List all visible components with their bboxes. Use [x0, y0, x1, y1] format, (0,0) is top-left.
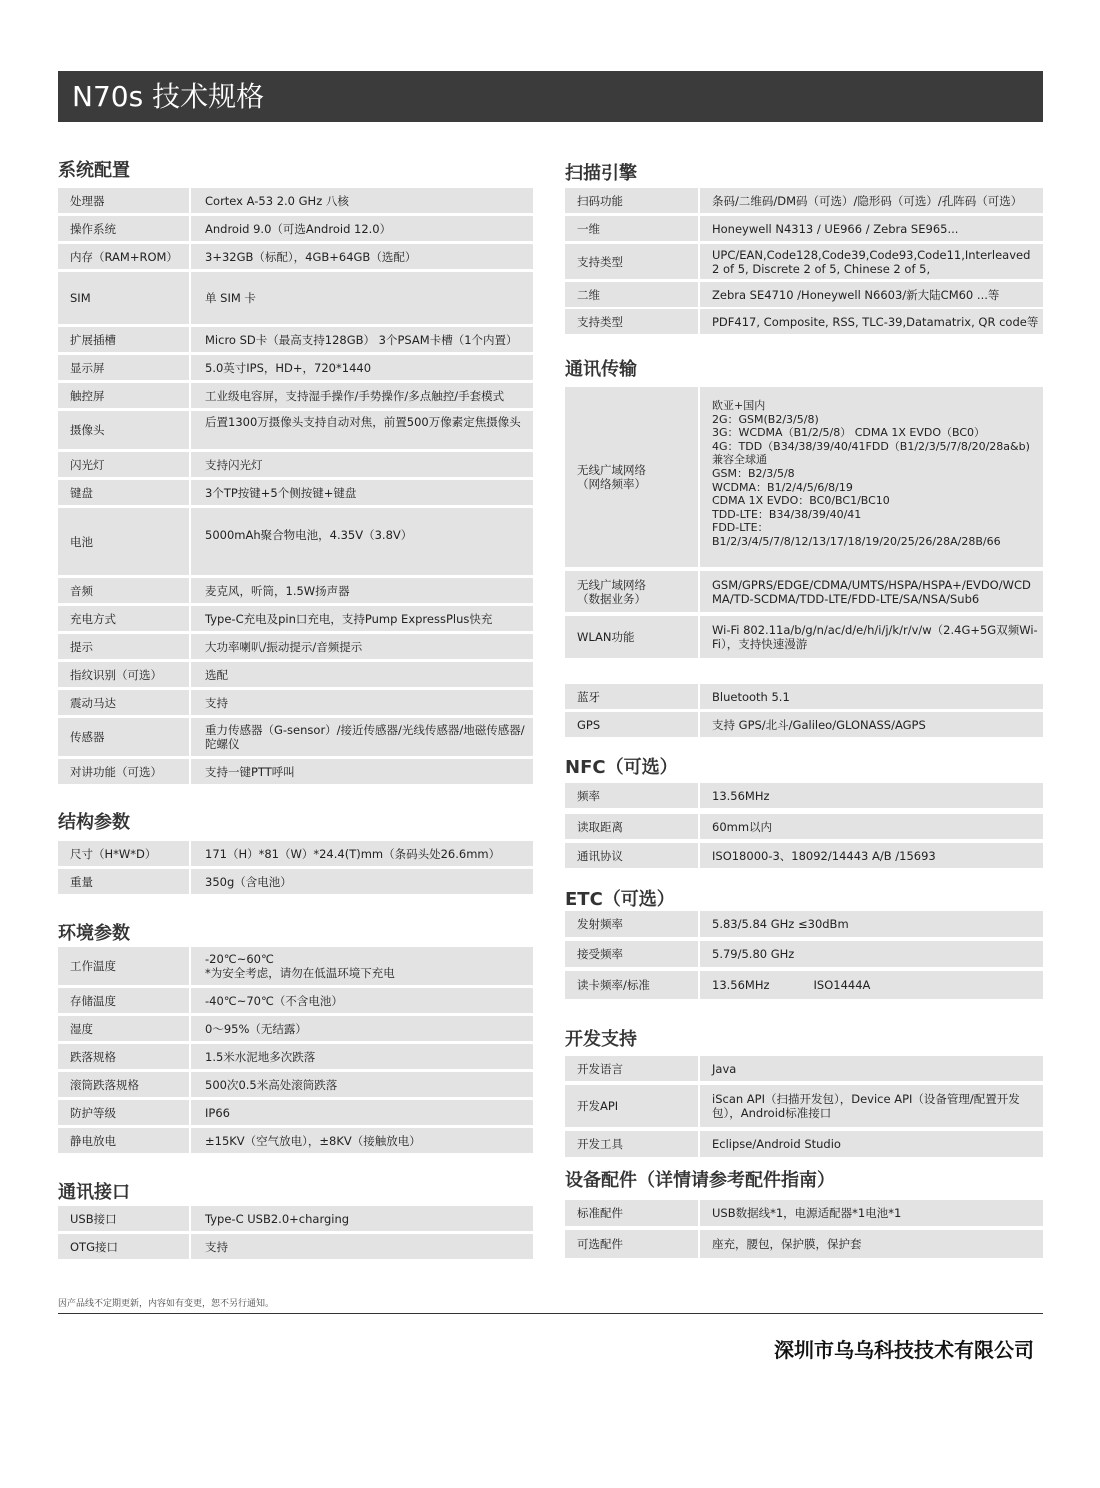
spec-value: 0～95%（无结露） [191, 1016, 533, 1041]
spec-label: 滚筒跌落规格 [58, 1072, 189, 1097]
spec-label: 一维 [565, 216, 698, 241]
spec-label: GPS [565, 712, 698, 737]
spec-row [565, 1131, 1043, 1157]
spec-label: 标准配件 [565, 1200, 698, 1226]
section-heading-comm: 通讯传输 [565, 359, 637, 380]
spec-row [58, 988, 533, 1013]
spec-row [565, 387, 1043, 567]
spec-value-standard: ISO1444A [813, 978, 871, 992]
spec-row [58, 1100, 533, 1125]
spec-row [58, 690, 533, 715]
spec-row [58, 841, 533, 866]
spec-row [565, 684, 1043, 709]
left-column [58, 0, 533, 1488]
spec-label: 开发工具 [565, 1131, 698, 1157]
section-heading-environment: 环境参数 [58, 923, 130, 944]
spec-value: IP66 [191, 1100, 533, 1125]
spec-row [58, 718, 533, 756]
spec-label: 开发API [565, 1085, 698, 1127]
spec-value: Honeywell N4313 / UE966 / Zebra SE965... [700, 216, 1043, 241]
spec-row [565, 216, 1043, 241]
spec-value: 选配 [191, 662, 533, 687]
section-heading-dev: 开发支持 [565, 1029, 637, 1050]
spec-row [565, 971, 1043, 999]
spec-row [58, 411, 533, 449]
section-heading-system: 系统配置 [58, 160, 130, 181]
spec-label: 震动马达 [58, 690, 189, 715]
spec-value: 5.79/5.80 GHz [700, 941, 1043, 967]
spec-label: OTG接口 [58, 1234, 189, 1259]
spec-label: 摄像头 [58, 411, 189, 449]
spec-label: 频率 [565, 783, 698, 808]
spec-row [58, 634, 533, 659]
spec-row [565, 911, 1043, 937]
spec-row [58, 480, 533, 505]
spec-label: WLAN功能 [565, 616, 698, 658]
spec-row [565, 843, 1043, 868]
spec-row [58, 1016, 533, 1041]
spec-row [565, 1200, 1043, 1226]
spec-label: 操作系统 [58, 216, 189, 241]
spec-row [565, 616, 1043, 658]
spec-value: 500次0.5米高处滚筒跌落 [191, 1072, 533, 1097]
spec-row [565, 814, 1043, 839]
spec-value: -20℃~60℃ *为安全考虑，请勿在低温环境下充电 [191, 947, 533, 985]
spec-value: Android 9.0（可选Android 12.0） [191, 216, 533, 241]
spec-label: 读卡频率/标准 [565, 971, 698, 999]
spec-label: 充电方式 [58, 606, 189, 631]
spec-label: 支持类型 [565, 309, 698, 334]
section-heading-structure: 结构参数 [58, 812, 130, 833]
spec-row [565, 1230, 1043, 1258]
spec-label: 对讲功能（可选） [58, 759, 189, 784]
spec-label: 处理器 [58, 188, 189, 213]
spec-value: 支持 [191, 690, 533, 715]
spec-label: 防护等级 [58, 1100, 189, 1125]
spec-row [58, 216, 533, 241]
spec-label: SIM [58, 272, 189, 324]
spec-row [58, 606, 533, 631]
spec-row [58, 452, 533, 477]
spec-label: 指纹识别（可选） [58, 662, 189, 687]
spec-value: Bluetooth 5.1 [700, 684, 1043, 709]
spec-label: 二维 [565, 282, 698, 307]
spec-value: Zebra SE4710 /Honeywell N6603/新大陆CM60 ...等 [700, 282, 1043, 307]
section-heading-scan: 扫描引擎 [565, 163, 637, 184]
spec-value: UPC/EAN,Code128,Code39,Code93,Code11,Interleaved 2 of 5, Discrete 2 of 5, Chinese 2 of 5, [700, 244, 1043, 279]
spec-value: 1.5米水泥地多次跌落 [191, 1044, 533, 1069]
spec-row [58, 578, 533, 603]
spec-value: 单 SIM 卡 [191, 272, 533, 324]
spec-value: Java [700, 1056, 1043, 1081]
spec-label: 触控屏 [58, 383, 189, 408]
spec-row [58, 383, 533, 408]
section-heading-etc: ETC（可选） [565, 889, 675, 910]
spec-value: GSM/GPRS/EDGE/CDMA/UMTS/HSPA/HSPA+/EVDO/WCDMA/TD-SCDMA/TDD-LTE/FDD-LTE/SA/NSA/Sub6 [700, 571, 1043, 612]
spec-value: ISO18000-3、18092/14443 A/B /15693 [700, 843, 1043, 868]
spec-label: 蓝牙 [565, 684, 698, 709]
spec-value: 条码/二维码/DM码（可选）/隐形码（可选）/孔阵码（可选） [700, 188, 1043, 213]
spec-row [565, 282, 1043, 307]
spec-label: 无线广域网络 （数据业务） [565, 571, 698, 612]
spec-value: 13.56MHz [700, 783, 1043, 808]
spec-label: 静电放电 [58, 1128, 189, 1153]
section-heading-interface: 通讯接口 [58, 1182, 130, 1203]
spec-value: 5000mAh聚合物电池，4.35V（3.8V） [191, 508, 533, 575]
spec-value: 支持 GPS/北斗/Galileo/GLONASS/AGPS [700, 712, 1043, 737]
spec-label: 发射频率 [565, 911, 698, 937]
spec-label: 扩展插槽 [58, 327, 189, 352]
spec-value: 支持一键PTT呼叫 [191, 759, 533, 784]
spec-value [700, 971, 1043, 999]
spec-row [58, 1128, 533, 1153]
spec-label: 工作温度 [58, 947, 189, 985]
spec-value: Type-C充电及pin口充电，支持Pump ExpressPlus快充 [191, 606, 533, 631]
spec-value: 重力传感器（G-sensor）/接近传感器/光线传感器/地磁传感器/陀螺仪 [191, 718, 533, 756]
spec-label: 接受频率 [565, 941, 698, 967]
spec-label: USB接口 [58, 1206, 189, 1231]
spec-value: 支持 [191, 1234, 533, 1259]
spec-row [58, 272, 533, 324]
spec-value: Wi-Fi 802.11a/b/g/n/ac/d/e/h/i/j/k/r/v/w（2.4G+5G双频Wi-Fi），支持快速漫游 [700, 616, 1043, 658]
spec-value: 大功率喇叭/振动提示/音频提示 [191, 634, 533, 659]
section-heading-nfc: NFC（可选） [565, 757, 678, 778]
spec-label: 可选配件 [565, 1230, 698, 1258]
spec-row [58, 869, 533, 894]
spec-row [565, 941, 1043, 967]
spec-value-frequency: 13.56MHz [712, 978, 770, 992]
company-name: 深圳市乌乌科技技术有限公司 [774, 1338, 1034, 1362]
spec-row [565, 783, 1043, 808]
footer-divider [58, 1313, 1043, 1314]
spec-value: 欧亚+国内 2G：GSM(B2/3/5/8) 3G：WCDMA（B1/2/5/8） CDMA 1X EVDO（BC0） 4G：TDD（B34/38/39/40/41FDD（B1/2/3/5/7/8/20/28a&b) 兼容全球通 GSM：B2/3/5/8 WCDMA：B1/2/4/5/6/8/19 CDMA 1X EVDO：BC0/BC1/BC10 TDD-LTE：B34/38/39/40/41 FDD-LTE：B1/2/3/4/5/7/8/12/13/17/18/19/20/25/26/28A/28B/66 [700, 387, 1043, 567]
spec-value: 5.83/5.84 GHz ≤30dBm [700, 911, 1043, 937]
spec-value: 3+32GB（标配），4GB+64GB（选配） [191, 244, 533, 269]
spec-label: 提示 [58, 634, 189, 659]
spec-row [58, 327, 533, 352]
spec-value: 工业级电容屏，支持湿手操作/手势操作/多点触控/手套模式 [191, 383, 533, 408]
spec-value: 麦克风，听筒，1.5W扬声器 [191, 578, 533, 603]
spec-value: Type-C USB2.0+charging [191, 1206, 533, 1231]
spec-row [565, 309, 1043, 334]
spec-row [58, 1072, 533, 1097]
spec-label: 湿度 [58, 1016, 189, 1041]
spec-row [58, 1234, 533, 1259]
right-column [565, 0, 1043, 1488]
spec-label: 通讯协议 [565, 843, 698, 868]
spec-label: 开发语言 [565, 1056, 698, 1081]
spec-value: 350g（含电池） [191, 869, 533, 894]
spec-value: 5.0英寸IPS，HD+，720*1440 [191, 355, 533, 380]
spec-value: ±15KV（空气放电），±8KV（接触放电） [191, 1128, 533, 1153]
spec-label: 传感器 [58, 718, 189, 756]
spec-row [58, 947, 533, 985]
spec-row [58, 662, 533, 687]
spec-label: 闪光灯 [58, 452, 189, 477]
spec-row [565, 1085, 1043, 1127]
spec-label: 读取距离 [565, 814, 698, 839]
spec-label: 支持类型 [565, 244, 698, 279]
spec-value: -40℃~70℃（不含电池） [191, 988, 533, 1013]
spec-label: 音频 [58, 578, 189, 603]
spec-label: 无线广域网络 （网络频率） [565, 387, 698, 567]
section-heading-accessories: 设备配件（详情请参考配件指南） [565, 1170, 835, 1191]
spec-value: 座充，腰包，保护膜，保护套 [700, 1230, 1043, 1258]
spec-row [565, 712, 1043, 737]
spec-row [565, 188, 1043, 213]
spec-value: 60mm以内 [700, 814, 1043, 839]
spec-label: 尺寸（H*W*D） [58, 841, 189, 866]
spec-value: 171（H）*81（W）*24.4(T)mm（条码头处26.6mm） [191, 841, 533, 866]
page-title: N70s 技术规格 [58, 71, 1043, 122]
spec-row [565, 1056, 1043, 1081]
spec-row [565, 571, 1043, 612]
spec-label: 电池 [58, 508, 189, 575]
spec-row [58, 188, 533, 213]
spec-row [565, 244, 1043, 279]
spec-value: Micro SD卡（最高支持128GB） 3个PSAM卡槽（1个内置） [191, 327, 533, 352]
spec-row [58, 759, 533, 784]
spec-value: Cortex A-53 2.0 GHz 八核 [191, 188, 533, 213]
spec-value: PDF417, Composite, RSS, TLC-39,Datamatrix, QR code等 [700, 309, 1043, 334]
spec-value: 3个TP按键+5个侧按键+键盘 [191, 480, 533, 505]
spec-label: 跌落规格 [58, 1044, 189, 1069]
spec-label: 键盘 [58, 480, 189, 505]
spec-row [58, 508, 533, 575]
spec-row [58, 1206, 533, 1231]
footnote: 因产品线不定期更新，内容如有变更，恕不另行通知。 [58, 1299, 275, 1309]
spec-value: Eclipse/Android Studio [700, 1131, 1043, 1157]
spec-value: iScan API（扫描开发包），Device API（设备管理/配置开发包），Android标准接口 [700, 1085, 1043, 1127]
spec-label: 重量 [58, 869, 189, 894]
spec-value: 支持闪光灯 [191, 452, 533, 477]
spec-label: 存储温度 [58, 988, 189, 1013]
spec-value: 后置1300万摄像头支持自动对焦，前置500万像素定焦摄像头 [191, 411, 533, 449]
spec-row [58, 1044, 533, 1069]
spec-label: 内存（RAM+ROM） [58, 244, 189, 269]
spec-label: 扫码功能 [565, 188, 698, 213]
spec-label: 显示屏 [58, 355, 189, 380]
spec-row [58, 355, 533, 380]
spec-row [58, 244, 533, 269]
spec-value: USB数据线*1，电源适配器*1电池*1 [700, 1200, 1043, 1226]
